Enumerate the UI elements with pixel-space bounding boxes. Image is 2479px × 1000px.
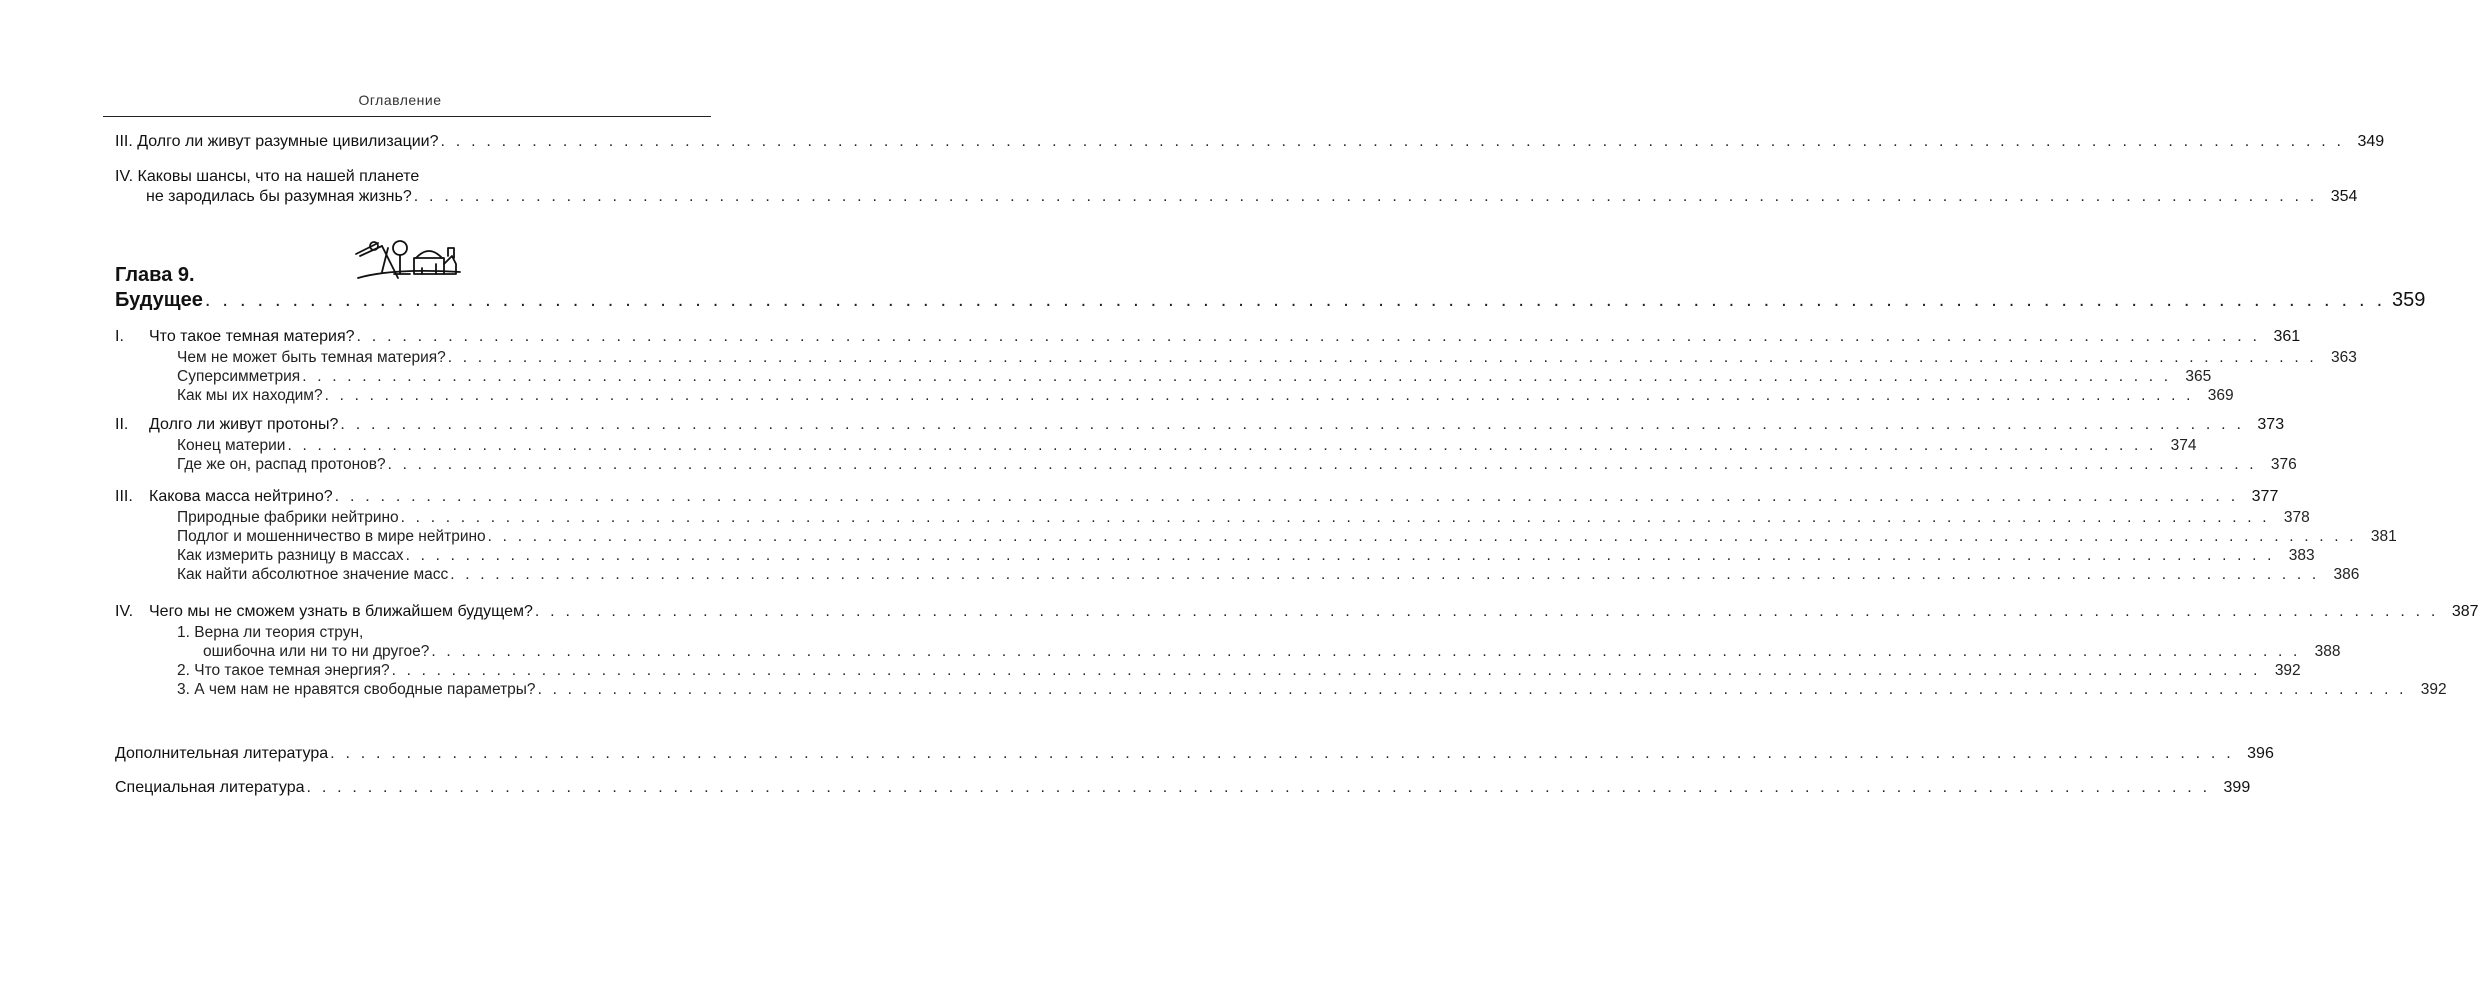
- toc-subentry[interactable]: [115, 681, 2447, 699]
- chapter-label: Глава 9.: [115, 264, 195, 286]
- page-number: 381: [2370, 528, 2397, 545]
- toc-entry[interactable]: [115, 133, 2385, 151]
- toc-entry[interactable]: [115, 779, 2251, 797]
- dot-leader: [392, 662, 2261, 680]
- page-number: 388: [2314, 643, 2341, 660]
- dot-leader: [448, 349, 2317, 367]
- dot-leader: [538, 681, 2407, 699]
- subentry-label-continued: ошибочна или ни то ни другое?: [203, 643, 430, 660]
- toc-subentry[interactable]: [115, 437, 2197, 455]
- subentry-label: Как мы их находим?: [177, 387, 323, 404]
- page-number: 349: [2357, 133, 2385, 150]
- toc-entry[interactable]: [115, 328, 2301, 346]
- page-number: 374: [2170, 437, 2197, 454]
- subentry-label: Чем не может быть темная материя?: [177, 349, 446, 366]
- page-number: 378: [2283, 509, 2310, 526]
- dot-leader: [535, 603, 2439, 621]
- page-number: 354: [2330, 188, 2358, 205]
- page-number: 392: [2274, 662, 2301, 679]
- dot-leader: [302, 368, 2171, 386]
- dot-leader: [431, 643, 2300, 661]
- subentry-label: Суперсимметрия: [177, 368, 301, 385]
- dot-leader: [401, 509, 2270, 527]
- page-number: 377: [2251, 488, 2279, 505]
- toc-subentry[interactable]: [115, 456, 2297, 474]
- toc-subentry[interactable]: [115, 349, 2357, 367]
- dot-leader: [441, 133, 2345, 151]
- dot-leader: [414, 188, 2318, 206]
- chapter-title: Будущее: [115, 289, 203, 311]
- entry-label: III. Какова масса нейтрино?: [115, 488, 333, 505]
- entry-label: I. Что такое темная материя?: [115, 328, 355, 345]
- dot-leader: [330, 745, 2234, 763]
- toc-section: [115, 488, 2397, 584]
- toc-entry[interactable]: [115, 603, 2479, 621]
- page-number: 359: [2391, 289, 2426, 311]
- page-number: 373: [2257, 416, 2285, 433]
- dot-leader: [335, 488, 2239, 506]
- dot-leader: [325, 387, 2194, 405]
- subentry-label: 1. Верна ли теория струн,: [177, 624, 364, 641]
- page-number: 396: [2247, 745, 2274, 762]
- page-number: 361: [2273, 328, 2301, 345]
- page-number: 383: [2288, 547, 2315, 564]
- toc-entry[interactable]: [115, 745, 2274, 763]
- subentry-label: Подлог и мошенничество в мире нейтрино: [177, 528, 486, 545]
- dot-leader: [406, 547, 2275, 565]
- dot-leader: [287, 437, 2156, 455]
- running-header: Оглавление: [358, 92, 442, 108]
- entry-label: Специальная литература: [115, 779, 305, 796]
- page-number: 365: [2185, 368, 2212, 385]
- subentry-label: Где же он, распад протонов?: [177, 456, 386, 473]
- toc-section: [115, 603, 2479, 699]
- page-number: 386: [2333, 566, 2360, 583]
- entry-label-continued: не зародилась бы разумная жизнь?: [146, 188, 412, 205]
- entry-label: Дополнительная литература: [115, 745, 329, 762]
- entry-label: IV. Чего мы не сможем узнать в ближайшем будущем?: [115, 603, 533, 620]
- toc-subentry[interactable]: [115, 662, 2301, 680]
- header-rule: [103, 116, 711, 117]
- subentry-label: Конец материи: [177, 437, 286, 454]
- dot-leader: [340, 416, 2244, 434]
- subentry-label: Как измерить разницу в массах: [177, 547, 404, 564]
- dot-leader: [488, 528, 2357, 546]
- toc-subentry[interactable]: [115, 387, 2234, 405]
- subentry-label: Как найти абсолютное значение масс: [177, 566, 449, 583]
- entry-label: III. Долго ли живут разумные цивилизации?: [115, 133, 439, 150]
- toc-entry[interactable]: [115, 488, 2279, 506]
- toc-subentry[interactable]: [115, 624, 2341, 661]
- dot-leader: [205, 289, 2385, 312]
- chapter-heading[interactable]: [115, 264, 2426, 312]
- entry-label: IV. Каковы шансы, что на нашей планете: [115, 168, 420, 185]
- dot-leader: [450, 566, 2319, 584]
- subentry-label: 3. А чем нам не нравятся свободные параметры?: [177, 681, 536, 698]
- subentry-label: Природные фабрики нейтрино: [177, 509, 399, 526]
- toc-subentry[interactable]: [115, 528, 2397, 546]
- toc-entry[interactable]: [115, 168, 2358, 206]
- dot-leader: [357, 328, 2261, 346]
- page-number: 376: [2270, 456, 2297, 473]
- toc-entry[interactable]: [115, 416, 2285, 434]
- toc-subentry[interactable]: [115, 509, 2310, 527]
- toc-section: [115, 328, 2357, 405]
- toc-subentry[interactable]: [115, 368, 2212, 386]
- dot-leader: [388, 456, 2257, 474]
- entry-label: II. Долго ли живут протоны?: [115, 416, 339, 433]
- subentry-label: 2. Что такое темная энергия?: [177, 662, 390, 679]
- page-number: 392: [2420, 681, 2447, 698]
- toc-subentry[interactable]: [115, 566, 2360, 584]
- toc-subentry[interactable]: [115, 547, 2315, 565]
- page-number: 387: [2451, 603, 2479, 620]
- page-number: 399: [2223, 779, 2251, 796]
- page-number: 369: [2207, 387, 2234, 404]
- page-number: 363: [2330, 349, 2357, 366]
- toc-section: [115, 416, 2297, 474]
- dot-leader: [307, 779, 2211, 797]
